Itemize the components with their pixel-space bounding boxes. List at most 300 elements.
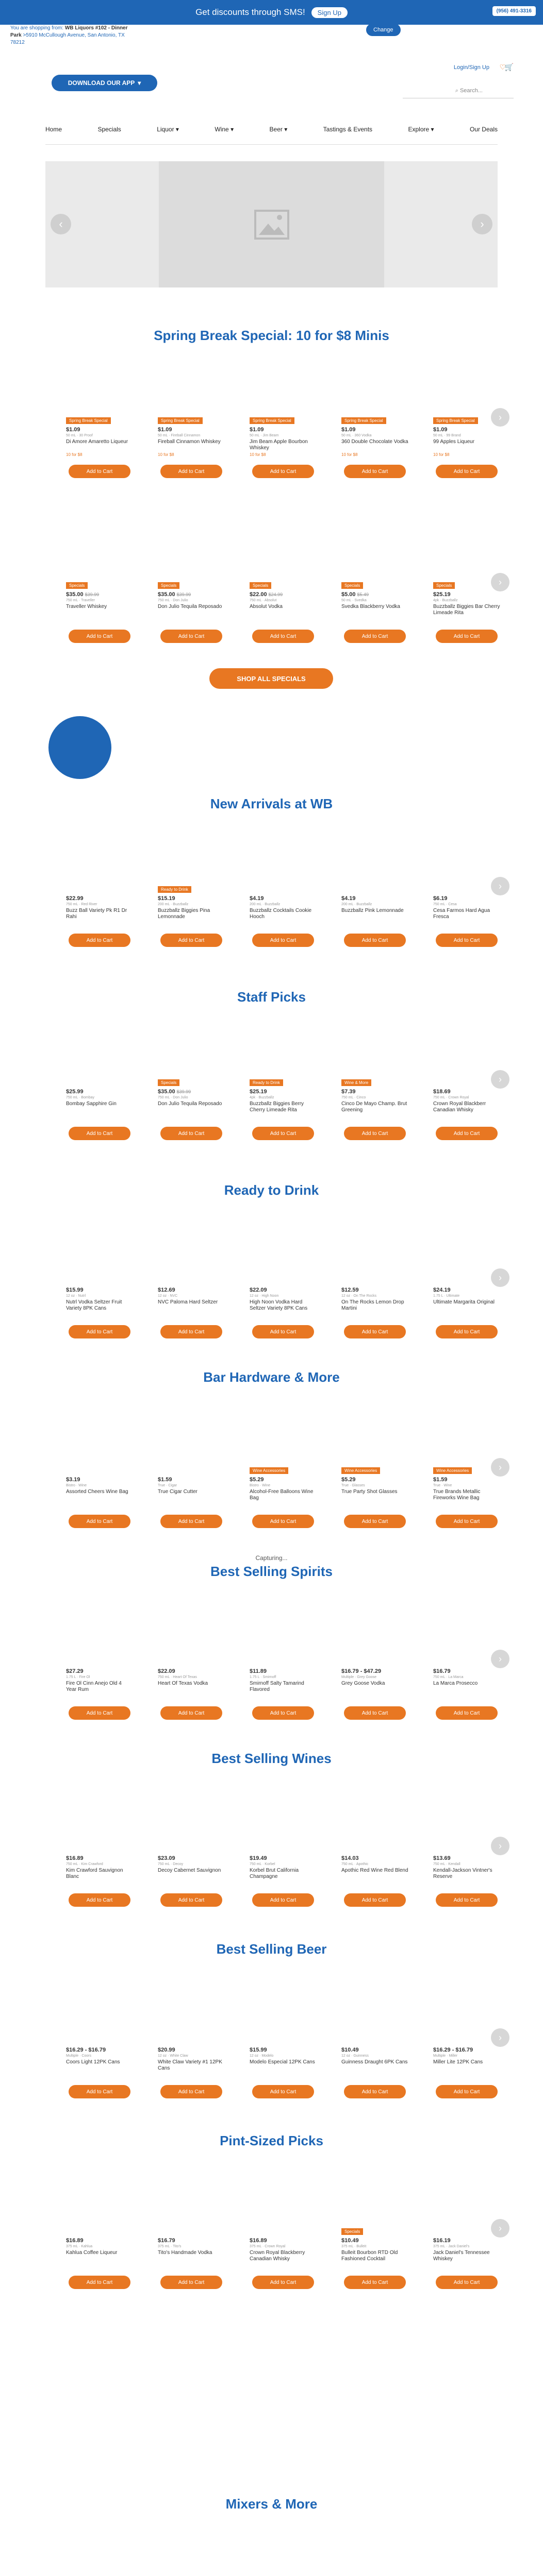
product-meta: Multiple · Coors <box>66 2054 92 2058</box>
product-price <box>250 1668 267 1674</box>
add-to-cart-button[interactable]: Add to Cart <box>252 1515 314 1528</box>
product-badge: Wine Accessories <box>433 1467 472 1474</box>
product-meta: Bistro · Wine <box>66 1484 87 1487</box>
product-price-value: $12.59 <box>341 1287 359 1293</box>
product-price <box>250 427 264 433</box>
product-badge: Spring Break Special <box>433 417 478 424</box>
carousel-next-arrow-icon[interactable]: › <box>491 1458 509 1477</box>
product-card[interactable] <box>341 886 408 976</box>
product-price <box>341 1089 356 1095</box>
section-title-new-arrivals: New Arrivals at WB <box>210 796 333 811</box>
product-badge: Specials <box>158 1079 179 1086</box>
product-card[interactable] <box>341 1846 408 1936</box>
product-card[interactable] <box>66 417 133 507</box>
product-name[interactable]: La Marca Prosecco <box>433 1681 478 1686</box>
product-meta: Multiple · Grey Goose <box>341 1675 377 1679</box>
product-price-value: $1.59 <box>158 1477 172 1483</box>
product-price-value: $15.19 <box>158 895 175 902</box>
add-to-cart-button[interactable]: Add to Cart <box>69 934 130 947</box>
add-to-cart-button[interactable]: Add to Cart <box>252 1127 314 1140</box>
product-price <box>66 2047 106 2053</box>
product-price-value: $10.49 <box>341 2238 359 2244</box>
product-price-value: $16.79 <box>158 2238 175 2244</box>
product-old-price: $39.99 <box>85 592 100 597</box>
add-to-cart-button[interactable]: Add to Cart <box>436 2276 498 2289</box>
product-card[interactable] <box>66 1659 133 1749</box>
carousel-next-arrow-icon[interactable]: › <box>491 2219 509 2238</box>
product-meta: 1.75 L · Smirnoff <box>250 1675 276 1679</box>
product-card[interactable] <box>158 582 225 672</box>
product-name[interactable]: Svedka Blackberry Vodka <box>341 604 400 609</box>
product-meta: 750 mL · Korbel <box>250 1862 275 1866</box>
product-price-value: $18.69 <box>433 1089 451 1095</box>
add-to-cart-button[interactable]: Add to Cart <box>69 1893 130 1907</box>
add-to-cart-button[interactable]: Add to Cart <box>344 1893 406 1907</box>
product-meta: 750 mL · Don Julio <box>158 599 188 602</box>
product-meta: 50 mL · 30 Proof <box>66 434 93 437</box>
product-card[interactable] <box>66 2038 133 2128</box>
product-name[interactable]: Assorted Cheers Wine Bag <box>66 1489 128 1495</box>
product-card[interactable] <box>341 2038 408 2128</box>
product-card[interactable] <box>250 582 317 672</box>
chevron-down-icon: ▾ <box>138 79 141 87</box>
product-card[interactable] <box>158 1467 225 1557</box>
product-card[interactable] <box>66 2228 133 2318</box>
product-name[interactable]: Jack Daniel's Tennessee Whiskey <box>433 2250 490 2262</box>
add-to-cart-button[interactable]: Add to Cart <box>160 1127 222 1140</box>
product-price-value: $5.29 <box>341 1477 356 1483</box>
nav-wine[interactable] <box>215 126 234 133</box>
product-price-value: $3.19 <box>66 1477 80 1483</box>
chevron-down-icon: ▾ <box>231 126 234 133</box>
product-meta: 750 mL · Kendall <box>433 1862 460 1866</box>
product-meta: 750 mL · Bombay <box>66 1096 94 1099</box>
add-to-cart-button[interactable]: Add to Cart <box>69 2276 130 2289</box>
product-name[interactable]: Nutrl Vodka Seltzer Fruit Variety 8PK Cans <box>66 1299 122 1311</box>
product-badge: Specials <box>341 2228 363 2235</box>
add-to-cart-button[interactable]: Add to Cart <box>344 2085 406 2098</box>
section-title-staff: Staff Picks <box>237 989 306 1005</box>
nav-explore[interactable] <box>408 126 434 133</box>
product-name[interactable]: Heart Of Texas Vodka <box>158 1681 208 1686</box>
product-badge: Spring Break Special <box>158 417 203 424</box>
add-to-cart-button[interactable]: Add to Cart <box>160 1893 222 1907</box>
product-card[interactable] <box>66 886 133 976</box>
product-name[interactable]: Buzzballz Pink Lemonnade <box>341 908 404 913</box>
product-row <box>66 412 502 507</box>
sms-signup-button[interactable]: Sign Up <box>311 7 348 18</box>
carousel-next-arrow-icon[interactable]: › <box>491 408 509 427</box>
product-price <box>250 1477 264 1483</box>
add-to-cart-button[interactable]: Add to Cart <box>252 465 314 478</box>
carousel-next-arrow-icon[interactable]: › <box>491 1837 509 1855</box>
product-card[interactable] <box>158 1846 225 1936</box>
product-card[interactable] <box>341 1278 408 1368</box>
product-card[interactable] <box>66 1467 133 1557</box>
product-name[interactable]: On The Rocks Lemon Drop Martini <box>341 1299 404 1311</box>
product-card[interactable] <box>66 582 133 672</box>
product-name[interactable]: Miller Lite 12PK Cans <box>433 2059 483 2065</box>
add-to-cart-button[interactable]: Add to Cart <box>344 1127 406 1140</box>
product-price <box>433 591 451 598</box>
product-price-value: $24.19 <box>433 1287 451 1293</box>
product-price-value: $1.09 <box>66 427 80 433</box>
shop-all-specials-button[interactable]: SHOP ALL SPECIALS <box>209 668 333 689</box>
product-name[interactable]: Alcohol-Free Balloons Wine Bag <box>250 1489 314 1501</box>
product-card[interactable] <box>341 1079 408 1170</box>
product-price <box>250 895 264 902</box>
product-name[interactable]: NVC Paloma Hard Seltzer <box>158 1299 218 1305</box>
product-name[interactable]: Smirnoff Salty Tamarind Flavored <box>250 1681 304 1692</box>
product-price-value: $16.89 <box>250 2238 267 2244</box>
product-name[interactable]: Buzzballz Cocktails Cookie Hooch <box>250 908 312 920</box>
product-badge: Ready to Drink <box>158 886 191 893</box>
add-to-cart-button[interactable]: Add to Cart <box>436 1127 498 1140</box>
product-card[interactable] <box>250 1467 317 1557</box>
product-row <box>66 1462 502 1557</box>
product-meta: 1.75 L · Ultimate <box>433 1294 460 1298</box>
add-to-cart-button[interactable]: Add to Cart <box>160 2276 222 2289</box>
product-name[interactable]: Don Julio Tequila Reposado <box>158 604 222 609</box>
product-card[interactable] <box>341 582 408 672</box>
add-to-cart-button[interactable]: Add to Cart <box>252 934 314 947</box>
product-name[interactable]: Cesa Farmos Hard Agua Fresca <box>433 908 490 920</box>
product-name[interactable]: Buzzballz Biggies Bar Cherry Limeade Rita <box>433 604 500 616</box>
product-row <box>66 2032 502 2128</box>
product-meta: 375 mL · Tito's <box>158 2245 182 2248</box>
product-price-value: $22.99 <box>66 895 84 902</box>
product-price <box>158 1089 191 1095</box>
product-price <box>158 1287 175 1293</box>
download-app-label: DOWNLOAD OUR APP <box>68 79 135 87</box>
product-meta: 375 mL · Crown Royal <box>250 2245 286 2248</box>
change-store-button[interactable]: Change <box>366 24 401 36</box>
product-badge: Specials <box>158 582 179 589</box>
product-badge: Wine Accessories <box>250 1467 288 1474</box>
store-info <box>10 25 131 46</box>
product-name[interactable]: Cinco De Mayo Champ. Brut Greening <box>341 1101 407 1113</box>
product-badge: Wine & More <box>341 1079 371 1086</box>
product-price <box>250 1089 267 1095</box>
product-price-value: $25.99 <box>66 1089 84 1095</box>
product-promo-note: 10 for $8 <box>433 452 450 457</box>
section-title-mixers: Mixers & More <box>225 2496 318 2512</box>
product-name[interactable]: True Party Shot Glasses <box>341 1489 398 1495</box>
product-name[interactable]: 99 Apples Liqueur <box>433 439 475 445</box>
product-price <box>341 1855 359 1861</box>
product-price-value: $4.19 <box>250 895 264 902</box>
product-price-value: $16.79 - $47.29 <box>341 1668 382 1674</box>
product-meta: 50 mL · Jim Beam <box>250 434 279 437</box>
product-name[interactable]: Crown Royal Blackberr Canadian Whisky <box>433 1101 486 1113</box>
product-price-value: $16.29 - $16.79 <box>433 2047 473 2053</box>
product-card[interactable] <box>250 1659 317 1749</box>
product-name[interactable]: White Claw Variety #1 12PK Cans <box>158 2059 222 2071</box>
carousel-next-arrow-icon[interactable]: › <box>491 1070 509 1089</box>
product-price <box>158 2238 175 2244</box>
product-meta: 1.75 L · Fire Ol <box>66 1675 90 1679</box>
carousel-next-arrow-icon[interactable]: › <box>491 1650 509 1668</box>
product-name[interactable]: Buzzballz Biggies Berry Cherry Limeade Rita <box>250 1101 304 1113</box>
add-to-cart-button[interactable]: Add to Cart <box>69 1325 130 1338</box>
search-input[interactable] <box>455 88 483 94</box>
carousel-next-arrow-icon[interactable]: › <box>491 573 509 591</box>
product-name[interactable]: Guinness Draught 6PK Cans <box>341 2059 408 2065</box>
product-name[interactable]: Kim Crawford Sauvignon Blanc <box>66 1868 123 1879</box>
product-card[interactable] <box>250 1079 317 1170</box>
carousel-next-arrow-icon[interactable]: › <box>491 877 509 895</box>
product-name[interactable]: Fireball Cinnamon Whiskey <box>158 439 221 445</box>
product-name[interactable]: Jim Beam Apple Bourbon Whiskey <box>250 439 308 451</box>
cart-icon[interactable]: 🛒 <box>504 63 514 71</box>
product-card[interactable] <box>250 2228 317 2318</box>
product-price-value: $16.79 <box>433 1668 451 1674</box>
add-to-cart-button[interactable]: Add to Cart <box>160 1325 222 1338</box>
download-app-button[interactable] <box>52 75 157 91</box>
product-name[interactable]: Bulleit Bourbon RTD Old Fashioned Cocktail <box>341 2250 398 2262</box>
product-card[interactable] <box>250 1846 317 1936</box>
product-price <box>66 1668 84 1674</box>
add-to-cart-button[interactable]: Add to Cart <box>436 1325 498 1338</box>
product-name[interactable]: Korbel Brut California Champagne <box>250 1868 299 1879</box>
section-title-wines: Best Selling Wines <box>211 1751 332 1766</box>
product-card[interactable] <box>158 1278 225 1368</box>
product-price-value: $15.99 <box>250 2047 267 2053</box>
add-to-cart-button[interactable]: Add to Cart <box>160 1706 222 1720</box>
product-meta: 375 mL · Kahlua <box>66 2245 93 2248</box>
product-card[interactable] <box>433 2228 500 2318</box>
product-card[interactable] <box>341 417 408 507</box>
product-name[interactable]: Traveller Whiskey <box>66 604 107 609</box>
product-name[interactable]: Tito's Handmade Vodka <box>158 2250 212 2256</box>
product-meta: 750 mL · Traveller <box>66 599 95 602</box>
product-meta: 750 mL · Apothic <box>341 1862 369 1866</box>
product-price <box>341 895 356 902</box>
product-name[interactable]: Bombay Sapphire Gin <box>66 1101 117 1107</box>
add-to-cart-button[interactable]: Add to Cart <box>344 1706 406 1720</box>
product-meta: 4pk · Buzzballz <box>433 599 458 602</box>
product-badge: Specials <box>433 582 455 589</box>
product-price-value: $13.69 <box>433 1855 451 1861</box>
add-to-cart-button[interactable]: Add to Cart <box>252 630 314 643</box>
product-name[interactable]: True Brands Metallic Fireworks Wine Bag <box>433 1489 481 1501</box>
product-price-value: $5.00 <box>341 591 356 598</box>
product-name[interactable]: Fire Ol Cinn Anejo Old 4 Year Rum <box>66 1681 122 1692</box>
product-card[interactable] <box>66 1846 133 1936</box>
add-to-cart-button[interactable]: Add to Cart <box>160 630 222 643</box>
product-card[interactable] <box>433 417 500 507</box>
product-meta: 50 mL · Fireball Cinnamon <box>158 434 201 437</box>
product-card[interactable] <box>250 417 317 507</box>
product-promo-note: 10 for $8 <box>158 452 174 457</box>
add-to-cart-button[interactable]: Add to Cart <box>436 1515 498 1528</box>
product-card[interactable] <box>250 2038 317 2128</box>
main-nav <box>45 126 498 133</box>
product-name[interactable]: Crown Royal Blackberry Canadian Whisky <box>250 2250 305 2262</box>
chevron-down-icon: ▾ <box>175 126 179 133</box>
add-to-cart-button[interactable]: Add to Cart <box>344 465 406 478</box>
product-name[interactable]: True Cigar Cutter <box>158 1489 198 1495</box>
product-card[interactable] <box>433 1846 500 1936</box>
product-row <box>66 1272 502 1368</box>
add-to-cart-button[interactable]: Add to Cart <box>160 465 222 478</box>
product-card[interactable] <box>433 1079 500 1170</box>
login-link[interactable]: Login/Sign Up <box>453 64 489 71</box>
carousel-next-arrow-icon[interactable]: › <box>491 2028 509 2047</box>
product-meta: 200 mL · Buzzballz <box>341 903 372 906</box>
add-to-cart-button[interactable]: Add to Cart <box>436 630 498 643</box>
add-to-cart-button[interactable]: Add to Cart <box>252 2085 314 2098</box>
product-meta: Multiple · Miller <box>433 2054 458 2058</box>
add-to-cart-button[interactable]: Add to Cart <box>436 2085 498 2098</box>
product-name[interactable]: Coors Light 12PK Cans <box>66 2059 120 2065</box>
product-badge: Specials <box>250 582 271 589</box>
product-badge: Specials <box>66 582 88 589</box>
product-name[interactable]: Buzzballz Biggies Pina Lemonnade <box>158 908 210 920</box>
product-name[interactable]: Absolut Vodka <box>250 604 283 609</box>
product-price-value: $22.09 <box>250 1287 267 1293</box>
product-card[interactable] <box>341 1467 408 1557</box>
product-price-value: $1.09 <box>341 427 356 433</box>
product-name[interactable]: Decoy Cabernet Sauvignon <box>158 1868 221 1873</box>
add-to-cart-button[interactable]: Add to Cart <box>69 1706 130 1720</box>
product-name[interactable]: Di Amore Amaretto Liqueur <box>66 439 128 445</box>
nav-specials[interactable]: Specials <box>97 126 121 133</box>
product-price-value: $1.09 <box>250 427 264 433</box>
product-card[interactable] <box>250 886 317 976</box>
product-price-value: $25.19 <box>250 1089 267 1095</box>
add-to-cart-button[interactable]: Add to Cart <box>69 630 130 643</box>
product-price-value: $19.49 <box>250 1855 267 1861</box>
product-meta: 12 oz · NVC <box>158 1294 178 1298</box>
product-card[interactable] <box>158 1659 225 1749</box>
nav-divider <box>45 144 498 145</box>
product-meta: 12 oz · High Noon <box>250 1294 279 1298</box>
product-meta: 50 mL · 360 Vodka <box>341 434 372 437</box>
add-to-cart-button[interactable]: Add to Cart <box>252 1893 314 1907</box>
product-name[interactable]: Don Julio Tequila Reposado <box>158 1101 222 1107</box>
product-promo-note: 10 for $8 <box>250 452 266 457</box>
product-row <box>66 1840 502 1936</box>
hero-slider <box>45 161 498 287</box>
product-price <box>433 1855 451 1861</box>
product-name[interactable]: High Noon Vodka Hard Seltzer Variety 8PK Cans <box>250 1299 308 1311</box>
nav-beer[interactable] <box>270 126 288 133</box>
add-to-cart-button[interactable]: Add to Cart <box>252 1706 314 1720</box>
nav-home[interactable]: Home <box>45 126 62 133</box>
hero-next-arrow-icon[interactable]: › <box>472 214 492 234</box>
product-name[interactable]: 360 Double Chocolate Vodka <box>341 439 408 445</box>
product-card[interactable] <box>433 1278 500 1368</box>
add-to-cart-button[interactable]: Add to Cart <box>69 465 130 478</box>
capturing-text: Capturing... <box>255 1554 288 1562</box>
carousel-next-arrow-icon[interactable]: › <box>491 1268 509 1287</box>
product-price <box>250 2047 267 2053</box>
product-meta: 375 mL · Jack Daniel's <box>433 2245 470 2248</box>
nav-liquor[interactable] <box>157 126 179 133</box>
product-name[interactable]: Kendall-Jackson Vintner's Reserve <box>433 1868 492 1879</box>
product-name[interactable]: Modelo Especial 12PK Cans <box>250 2059 315 2065</box>
product-card[interactable] <box>433 886 500 976</box>
add-to-cart-button[interactable]: Add to Cart <box>69 1127 130 1140</box>
product-price-value: $22.09 <box>158 1668 175 1674</box>
product-price <box>341 1477 356 1483</box>
product-price <box>66 1477 80 1483</box>
product-price-value: $20.99 <box>158 2047 175 2053</box>
nav-liquor-label: Liquor <box>157 126 174 133</box>
phone-badge[interactable]: (956) 491-3316 <box>492 6 536 16</box>
product-card[interactable] <box>433 582 500 672</box>
product-price <box>341 2047 359 2053</box>
add-to-cart-button[interactable]: Add to Cart <box>69 1515 130 1528</box>
add-to-cart-button[interactable]: Add to Cart <box>69 2085 130 2098</box>
nav-our-deals[interactable]: Our Deals <box>469 126 498 133</box>
add-to-cart-button[interactable]: Add to Cart <box>160 1515 222 1528</box>
product-meta: 750 mL · Red River <box>66 903 97 906</box>
product-price-value: $1.09 <box>433 427 448 433</box>
product-price-value: $16.89 <box>66 2238 84 2244</box>
product-card[interactable] <box>341 1659 408 1749</box>
product-meta: 50 mL · Svedka <box>341 599 367 602</box>
add-to-cart-button[interactable]: Add to Cart <box>344 1325 406 1338</box>
product-price <box>433 2047 473 2053</box>
heart-icon[interactable]: ♡ <box>499 63 506 71</box>
product-name[interactable]: Buzz Ball Variety Pk R1 Dr Rahi <box>66 908 127 920</box>
product-name[interactable]: Kahlua Coffee Liqueur <box>66 2250 118 2256</box>
product-price-value: $12.69 <box>158 1287 175 1293</box>
product-card[interactable] <box>66 1278 133 1368</box>
product-card[interactable] <box>158 2038 225 2128</box>
add-to-cart-button[interactable]: Add to Cart <box>160 934 222 947</box>
product-card[interactable] <box>158 886 225 976</box>
product-card[interactable] <box>66 1079 133 1170</box>
product-card[interactable] <box>433 1467 500 1557</box>
product-card[interactable] <box>158 417 225 507</box>
section-title-rtd: Ready to Drink <box>224 1182 319 1198</box>
add-to-cart-button[interactable]: Add to Cart <box>344 934 406 947</box>
add-to-cart-button[interactable]: Add to Cart <box>436 465 498 478</box>
product-card[interactable] <box>158 1079 225 1170</box>
add-to-cart-button[interactable]: Add to Cart <box>252 2276 314 2289</box>
product-meta: 750 mL · Absolut <box>250 599 277 602</box>
add-to-cart-button[interactable]: Add to Cart <box>160 2085 222 2098</box>
product-card[interactable] <box>158 2228 225 2318</box>
product-meta: 4pk · Buzzballz <box>250 1096 274 1099</box>
add-to-cart-button[interactable]: Add to Cart <box>344 630 406 643</box>
product-promo-note: 10 for $8 <box>66 452 83 457</box>
product-name[interactable]: Grey Goose Vodka <box>341 1681 385 1686</box>
nav-wine-label: Wine <box>215 126 229 133</box>
nav-tastings[interactable]: Tastings & Events <box>323 126 373 133</box>
add-to-cart-button[interactable]: Add to Cart <box>344 2276 406 2289</box>
product-name[interactable]: Apothic Red Wine Red Blend <box>341 1868 408 1873</box>
product-card[interactable] <box>250 1278 317 1368</box>
product-card[interactable] <box>433 1659 500 1749</box>
add-to-cart-button[interactable]: Add to Cart <box>252 1325 314 1338</box>
add-to-cart-button[interactable]: Add to Cart <box>436 934 498 947</box>
product-name[interactable]: Ultimate Margarita Original <box>433 1299 495 1305</box>
add-to-cart-button[interactable]: Add to Cart <box>436 1706 498 1720</box>
product-meta: True · Cigar <box>158 1484 177 1487</box>
product-price-value: $10.49 <box>341 2047 359 2053</box>
add-to-cart-button[interactable]: Add to Cart <box>344 1515 406 1528</box>
product-card[interactable] <box>341 2228 408 2318</box>
product-price-value: $35.00 <box>66 591 84 598</box>
add-to-cart-button[interactable]: Add to Cart <box>436 1893 498 1907</box>
product-card[interactable] <box>433 2038 500 2128</box>
product-price <box>158 591 191 598</box>
hero-prev-arrow-icon[interactable]: ‹ <box>51 214 71 234</box>
